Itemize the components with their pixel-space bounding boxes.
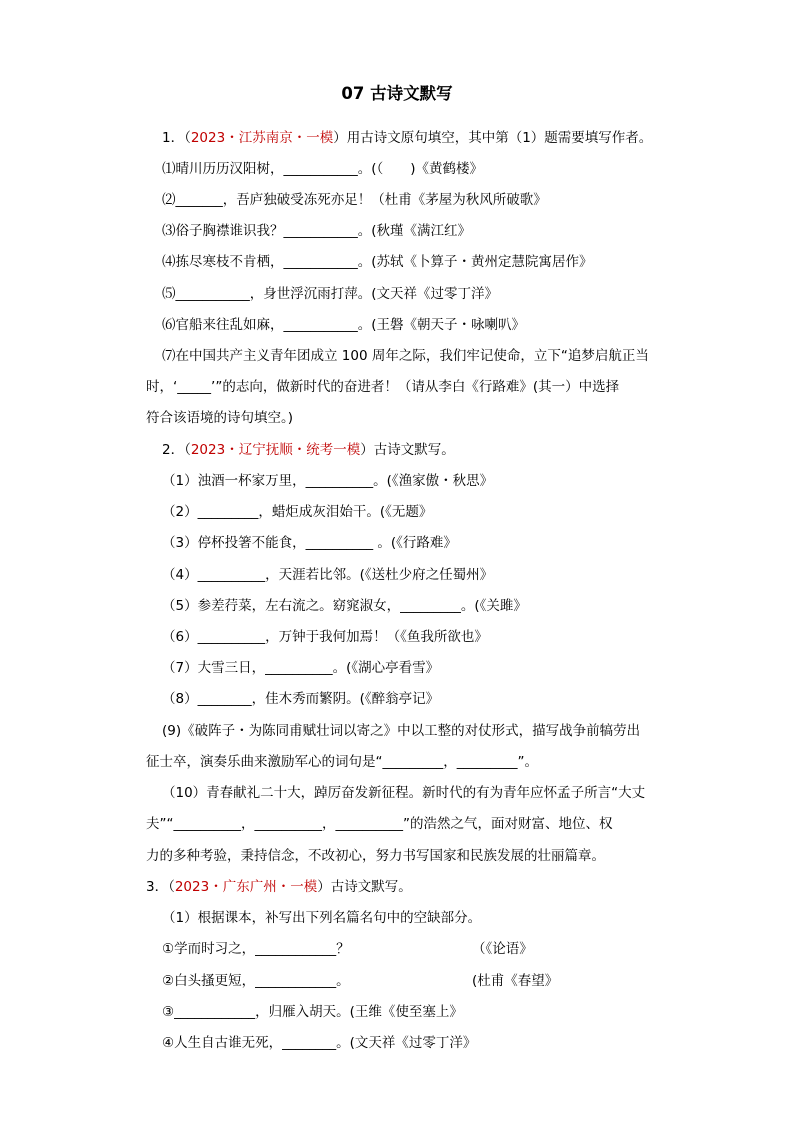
question-3-item-source: (杜甫《春望》 [472, 973, 559, 989]
question-2-paragraph-line: 力的多种考验，秉持信念，不改初心，努力书写国家和民族发展的壮丽篇章。 [146, 848, 605, 864]
question-1-item: ⑹官船来往乱如麻，___________。(王磐《朝天子・咏喇叭》 [162, 317, 526, 333]
page-title: 07 古诗文默写 [341, 84, 453, 103]
question-source: 2023・江苏南京・一模 [190, 130, 334, 146]
question-number: 2．（ [162, 442, 191, 458]
question-1-paragraph-line: 符合该语境的诗句填空。) [146, 410, 294, 426]
question-1-paragraph-line: 时，‘_____’”的志向，做新时代的奋进者！（请从李白《行路难》(其一）中选择 [146, 379, 620, 395]
question-source: 2023・广东广州・一模 [174, 879, 318, 895]
question-1-header [162, 128, 652, 148]
question-2-item: （8）________，佳木秀而繁阴。(《醉翁亭记》 [162, 691, 440, 707]
question-3-item: ①学而时习之，____________？ [162, 941, 350, 957]
question-2-paragraph-line: (9)《破阵子・为陈同甫赋壮词以寄之》中以工整的对仗形式，描写战争前犒劳出 [162, 723, 641, 739]
question-1-item: ⑸___________，身世浮沉雨打萍。(文天祥《过零丁洋》 [162, 286, 499, 302]
question-1-item: ⑵_______，吾庐独破受冻死亦足！（杜甫《茅屋为秋风所破歌》 [162, 192, 547, 208]
question-3-header [146, 877, 412, 897]
question-2-item: （7）大雪三日，__________。(《湖心亭看雪》 [162, 660, 440, 676]
question-1-item: ⑷拣尽寒枝不肯栖，___________。(苏轼《卜算子・黄州定慧院寓居作》 [162, 254, 593, 270]
question-3-intro: （1）根据课本，补写出下列名篇名句中的空缺部分。 [162, 910, 482, 926]
question-number: 1．（ [162, 130, 191, 146]
question-1-item: ⑶俗子胸襟谁识我？___________。(秋瑾《满江红》 [162, 223, 472, 239]
question-2-item: （6）__________，万钟于我何加焉！（《鱼我所欲也》 [162, 629, 488, 645]
question-2-item: （4）__________，天涯若比邻。(《送杜少府之任蜀州》 [162, 567, 494, 583]
question-stem: ）古诗文默写。 [360, 442, 455, 458]
question-1-item: ⑴晴川历历汉阳树，___________。(（ )《黄鹤楼》 [162, 161, 484, 177]
question-number: 3．（ [146, 879, 175, 895]
question-2-paragraph-line: （10）青春献礼二十大，踔厉奋发新征程。新时代的有为青年应怀孟子所言“大丈 [162, 785, 646, 801]
question-2-item: （5）参差荇菜，左右流之。窈窕淑女，_________。(《关雎》 [162, 598, 527, 614]
question-2-paragraph-line: 征士卒，演奏乐曲来激励军心的词句是“_________，_________”。 [146, 754, 538, 770]
question-2-item: （3）停杯投箸不能食，__________ 。(《行路难》 [162, 535, 457, 551]
question-2-item: （1）浊酒一杯家万里，__________。(《渔家傲・秋思》 [162, 473, 494, 489]
question-3-item: ②白头搔更短，____________。 [162, 973, 350, 989]
question-3-item-source: （《论语》 [472, 941, 533, 957]
question-stem: ）用古诗文原句填空，其中第（1）题需要填写作者。 [333, 130, 653, 146]
question-3-item: ③____________，归雁入胡天。(王维《使至塞上》 [162, 1004, 463, 1020]
question-1-paragraph-line: ⑺在中国共产主义青年团成立 100 周年之际，我们牢记使命，立下“追梦启航正当 [162, 348, 649, 364]
question-source: 2023・辽宁抚顺・统考一模 [190, 442, 361, 458]
question-2-item: （2）_________，蜡炬成灰泪始干。(《无题》 [162, 504, 433, 520]
question-2-paragraph-line: 夫”“__________，__________，__________”的浩然之气，面对财富、地位、权 [146, 816, 613, 832]
question-3-item: ④人生自古谁无死，________。(文天祥《过零丁洋》 [162, 1035, 477, 1051]
question-stem: ）古诗文默写。 [317, 879, 412, 895]
question-2-header [162, 440, 455, 460]
